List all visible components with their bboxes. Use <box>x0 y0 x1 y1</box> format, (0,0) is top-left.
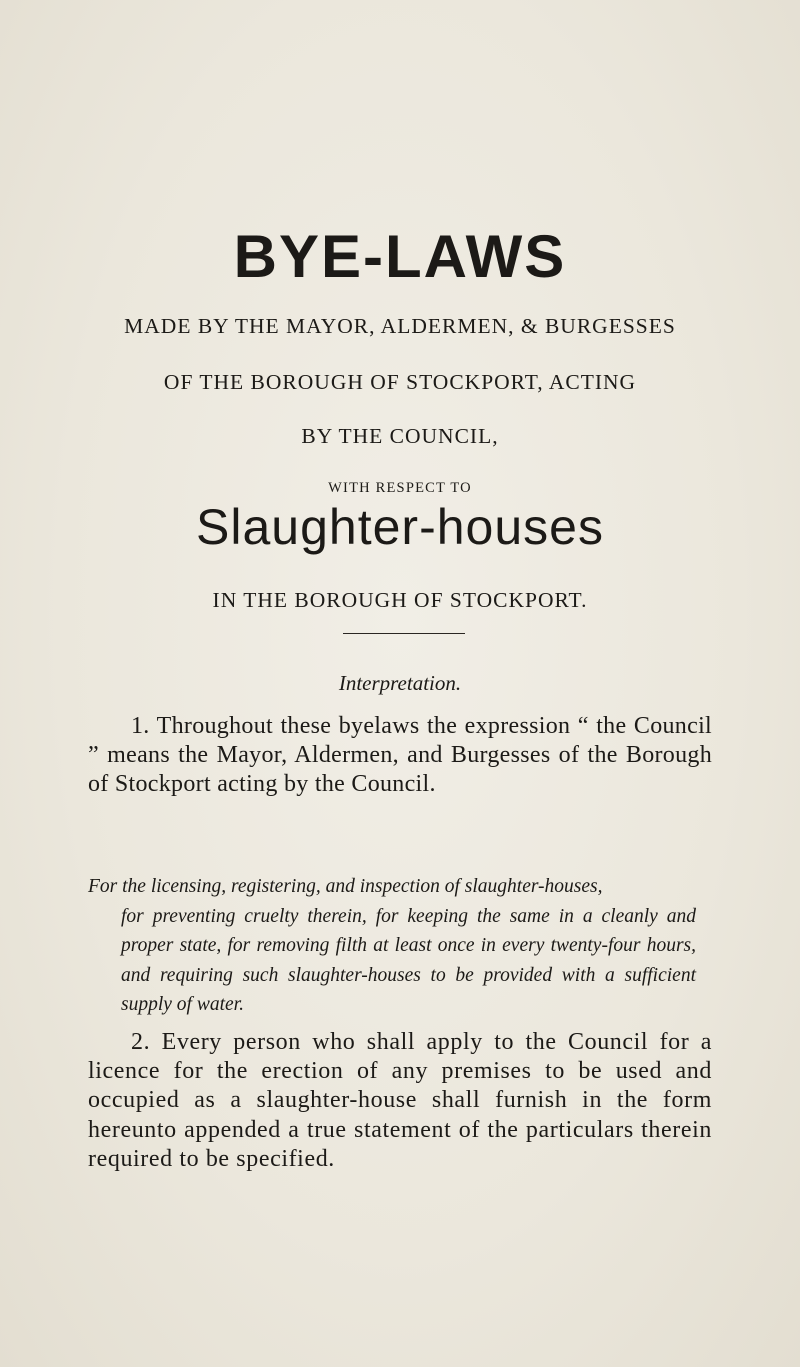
subject-title: Slaughter-houses <box>196 499 604 555</box>
with-respect-to: WITH RESPECT TO <box>328 480 472 496</box>
place-line: IN THE BOROUGH OF STOCKPORT. <box>212 588 588 612</box>
heading-line-2: OF THE BOROUGH OF STOCKPORT, ACTING <box>163 370 637 394</box>
divider-rule <box>343 633 465 634</box>
section-heading-interpretation: Interpretation. <box>338 671 462 695</box>
heading-line-3: BY THE COUNCIL, <box>301 424 499 448</box>
marginal-note <box>88 872 696 1020</box>
marginal-note-rest: for preventing cruelty therein, for keeping the same in a cleanly and proper state, for removing filth at least once in every twenty-four hours, and requiring such slaughter-houses to be provided with a sufficient supply of water. <box>121 905 696 1015</box>
document-title: BYE-LAWS <box>233 223 567 290</box>
heading-line-1: MADE BY THE MAYOR, ALDERMEN, & BURGESSES <box>124 314 676 338</box>
paragraph-1: 1. Throughout these byelaws the expression “ the Council ” means the Mayor, Aldermen, and Burgesses of the Borough of Stockport acting by the Council. <box>88 713 712 797</box>
paragraph-2: 2. Every person who shall apply to the Council for a licence for the erection of any premises to be used and occupied as a slaughter-house shall furnish in the form hereunto appended a true statement of the particulars therein required to be specified. <box>88 1029 712 1172</box>
marginal-note-first-line: For the licensing, registering, and inspection of slaughter-houses, <box>88 876 603 897</box>
